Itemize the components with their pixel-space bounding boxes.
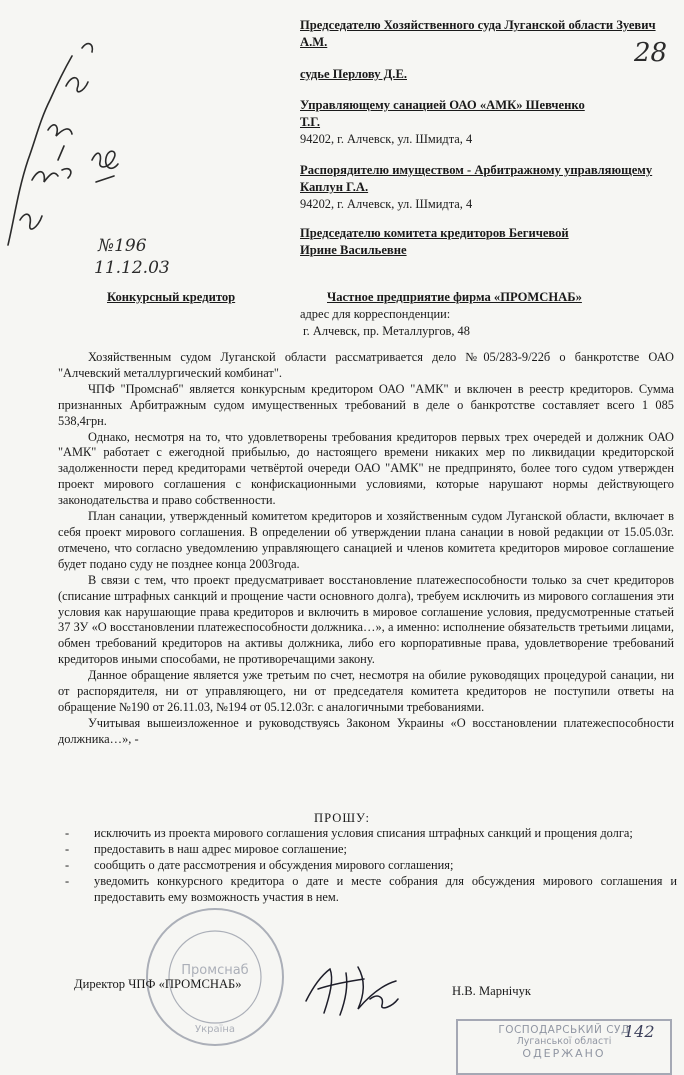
list-item: - сообщить о дате рассмотрения и обсуждения мирового соглашения; [65,857,454,872]
signatory-title: Директор ЧПФ «ПРОМСНАБ» [74,977,242,991]
handwritten-signature [300,955,410,1025]
letter-body [58,350,674,748]
creditor-address: г. Алчевск, пр. Металлургов, 48 [303,324,470,338]
margin-handwriting [0,20,140,260]
paragraph: План санации, утвержденный комитетом кредиторов и хозяйственным судом Луганской области, включает в себя проект мирового соглашения. В определении об утверждении плана санации в новой редакции от 15.05.03г. отмечено, что согласно уведомлению управляющего санацией и членов комитета кредиторов мировое соглашение будет подано суду не позднее конца 2003года. [58,509,674,571]
addressee-3 [300,97,680,148]
list-marker: - [65,873,70,888]
signatory-name: Н.В. Марнічук [452,984,532,998]
list-item: - уведомить конкурсного кредитора о дате и месте собрания для обсуждения мирового соглашения и предоставить ему возможность участия в нем. [65,873,677,904]
page-number-handwritten: 28 [634,38,668,68]
addressee-2 [300,66,680,83]
registration-number: №196 [98,236,147,256]
list-marker: - [65,841,70,856]
list-item: - исключить из проекта мирового соглашения условия списания штрафных санкций и прощения долга; [65,826,633,840]
creditor-address-block [300,306,470,340]
addressee-address: 94202, г. Алчевск, ул. Шмидта, 4 [300,132,473,146]
addressee-title: Председателю комитета кредиторов Бегичевой Ирине Васильевне [300,226,569,257]
received-stamp-number: 142 [624,1022,655,1041]
received-stamp-line3: ОДЕРЖАНО [522,1047,606,1060]
paragraph: ЧПФ "Промснаб" является конкурсным кредитором ОАО "АМК" и включен в реестр кредиторов. Сумма признанных Арбитражным судом имущественных требований в деле о банкротстве составляет всего 1 085 538,4грн. [58,381,674,428]
list-marker: - [65,826,70,840]
list-item: - предоставить в наш адрес мировое соглашение; [65,841,347,856]
registration-date: 11.12.03 [94,258,170,278]
addressee-title: судье Перлову Д.Е. [300,67,407,81]
addressee-title: Председателю Хозяйственного суда Луганской области Зуевич А.М. [300,18,656,49]
addressee-title: Управляющему санацией ОАО «АМК» Шевченко Т.Г. [300,98,585,129]
paragraph: В связи с тем, что проект предусматривает восстановление платежеспособности только за счет кредиторов (списание штрафных санкций и прощение части основного долга), требуем исключить из мирового соглашения эти условия как нарушающие права кредиторов и включить в мировое соглашение условия, предусмотренные статьей 37 ЗУ «О восстановлении платежеспособности должника…», а именно: исполнение обязательств третьими лицами, обмен требований кредиторов на активы должника, либо его корпоративные права, удовлетворение требований кредиторов иными способами, не противоречащими закону. [58,572,674,667]
received-stamp-line2: Луганської області [516,1036,612,1047]
addressee-address: 94202, г. Алчевск, ул. Шмидта, 4 [300,197,473,211]
paragraph: Хозяйственным судом Луганской области рассматривается дело №05/283-9/22б о банкротстве ОАО "Алчевский металлургический комбинат". [58,350,674,380]
paragraph: Данное обращение является уже третьим по счет, несмотря на обилие руководящих процедурой санации, ни от распорядителя, ни от управляющего, ни от председателя комитета кредиторов не поступили ответы на обращение №190 от 26.11.03, №194 от 05.12.03г. с аналогичными требованиями. [58,668,674,714]
received-stamp-line1: ГОСПОДАРСЬКИЙ СУД [498,1024,630,1036]
addressee-1 [300,17,680,51]
creditor-name: Частное предприятие фирма «ПРОМСНАБ» [327,290,582,304]
request-list [65,826,677,906]
request-heading: ПРОШУ: [314,811,370,825]
paragraph: Учитывая вышеизложенное и руководствуясь Законом Украины «О восстановлении платежеспособности должника…», - [58,715,674,746]
creditor-address-label: адрес для корреспонденции: [300,307,451,321]
creditor-label: Конкурсный кредитор [107,290,236,304]
addressee-4 [300,162,680,213]
list-marker: - [65,857,70,872]
stamp-center-text: Промснаб [181,963,249,978]
paragraph: Однако, несмотря на то, что удовлетворены требования кредиторов первых трех очередей и должник ОАО "АМК" работает с ежегодной прибылью, до настоящего времени никаких мер по ликвидации кредиторской задолженности перед кредиторами четвёртой очереди ОАО "АМК" не предпринято, более того судом утвержден проект мирового соглашения с конфискационными условиями, которые нарушают нормы действующего законодательства и право собственности. [58,429,674,508]
stamp-bottom-text: Україна [194,1024,236,1035]
addressee-title: Распорядителю имуществом - Арбитражному управляющему Каплун Г.А. [300,163,653,194]
addressee-5 [300,225,680,259]
